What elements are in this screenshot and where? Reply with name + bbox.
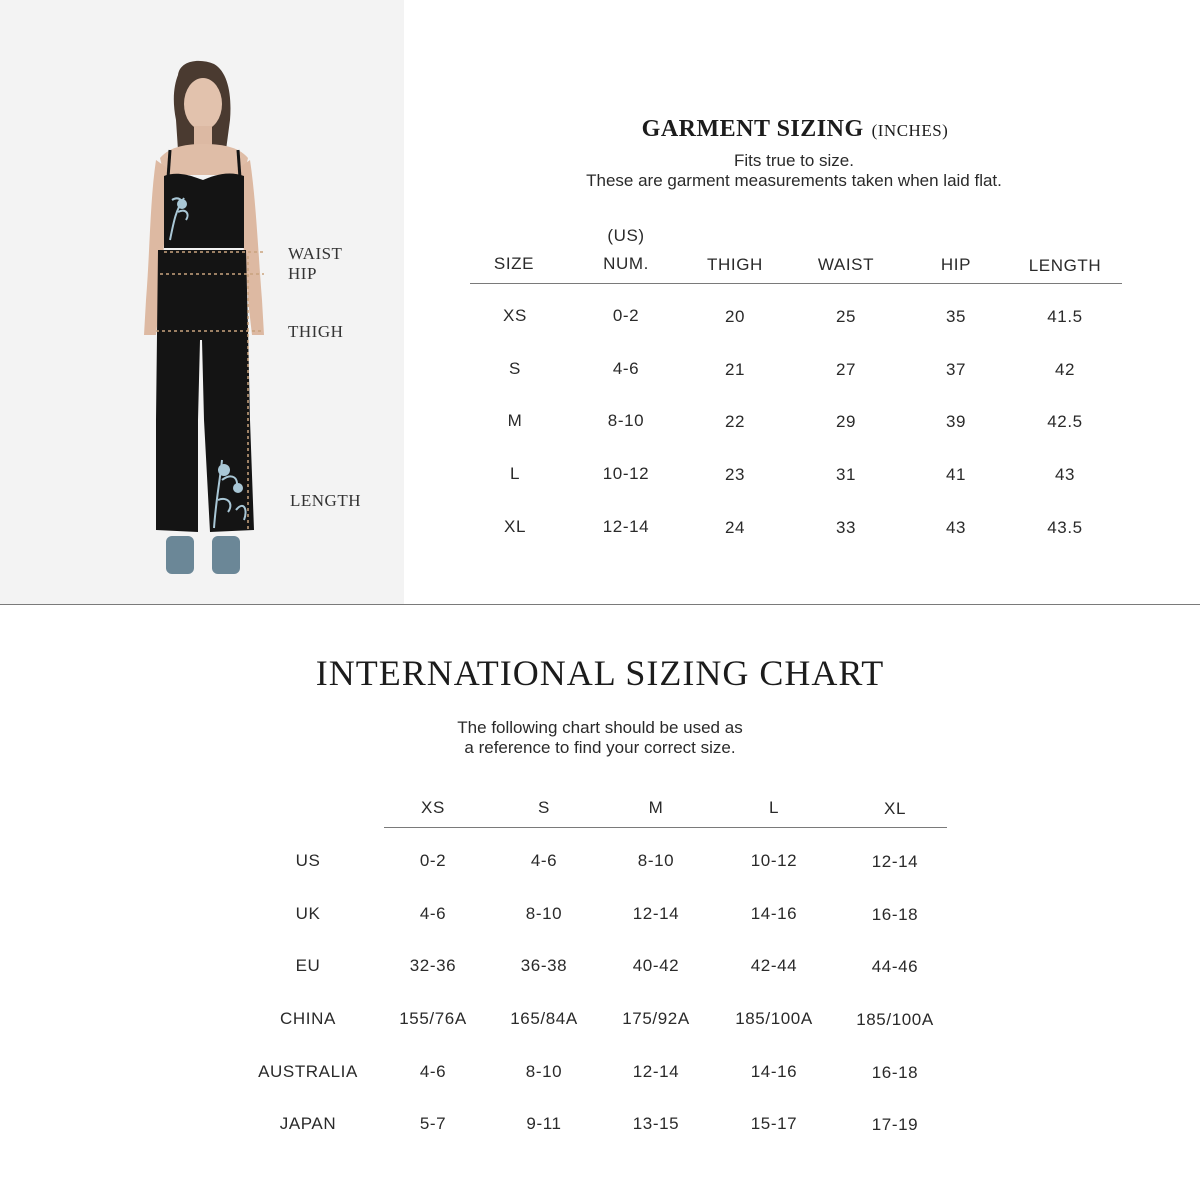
garment-cell-num: 10-12 bbox=[602, 464, 650, 483]
garment-cell-thigh: 20 bbox=[724, 307, 746, 326]
header-num-us: (US) bbox=[607, 226, 645, 245]
garment-cell-waist: 33 bbox=[835, 518, 857, 537]
garment-cell-size: XL bbox=[504, 517, 526, 536]
intl-header-m: M bbox=[648, 798, 664, 817]
garment-cell-waist: 29 bbox=[835, 412, 857, 431]
garment-cell-hip: 37 bbox=[945, 360, 967, 379]
intl-header-xl: XL bbox=[884, 799, 906, 818]
intl-cell: 16-18 bbox=[871, 1063, 919, 1082]
header-num: NUM. bbox=[603, 254, 649, 273]
garment-cell-waist: 25 bbox=[835, 307, 857, 326]
intl-cell: 42-44 bbox=[750, 956, 798, 975]
intl-cell: 4-6 bbox=[419, 904, 447, 923]
garment-cell-thigh: 21 bbox=[724, 360, 746, 379]
garment-sizing-title bbox=[600, 116, 990, 143]
intl-cell: 36-38 bbox=[520, 956, 568, 975]
intl-cell: 8-10 bbox=[637, 851, 675, 870]
intl-cell: 12-14 bbox=[871, 852, 919, 871]
header-waist: WAIST bbox=[817, 255, 875, 274]
garment-sizing-unit: (INCHES) bbox=[871, 121, 949, 140]
intl-row-label: JAPAN bbox=[279, 1114, 337, 1133]
garment-cell-num: 4-6 bbox=[612, 359, 640, 378]
intl-cell: 155/76A bbox=[399, 1009, 467, 1028]
intl-cell: 4-6 bbox=[419, 1062, 447, 1081]
intl-cell: 44-46 bbox=[871, 957, 919, 976]
waist-measure-label: WAIST bbox=[288, 244, 343, 263]
thigh-measure-label: THIGH bbox=[288, 322, 344, 341]
garment-cell-hip: 43 bbox=[945, 518, 967, 537]
garment-cell-size: S bbox=[509, 359, 521, 378]
intl-cell: 0-2 bbox=[419, 851, 447, 870]
international-sizing-title: INTERNATIONAL SIZING CHART bbox=[315, 653, 885, 693]
intl-cell: 14-16 bbox=[750, 904, 798, 923]
intl-header-rule bbox=[384, 827, 947, 828]
garment-header-rule bbox=[470, 283, 1122, 284]
section-divider bbox=[0, 604, 1200, 605]
garment-sizing-heading: GARMENT SIZING bbox=[641, 116, 864, 142]
hip-measure-label: HIP bbox=[288, 264, 317, 283]
intl-cell: 32-36 bbox=[409, 956, 457, 975]
garment-cell-thigh: 24 bbox=[724, 518, 746, 537]
garment-cell-length: 41.5 bbox=[1047, 307, 1083, 326]
intl-cell: 8-10 bbox=[525, 1062, 563, 1081]
intl-row-label: US bbox=[295, 851, 321, 870]
intl-cell: 185/100A bbox=[735, 1009, 813, 1028]
international-subtitle-line2: a reference to find your correct size. bbox=[464, 738, 736, 757]
garment-cell-num: 0-2 bbox=[612, 306, 640, 325]
garment-cell-size: M bbox=[507, 411, 523, 430]
garment-cell-size: XS bbox=[503, 306, 527, 325]
intl-row-label: AUSTRALIA bbox=[258, 1062, 358, 1081]
intl-cell: 17-19 bbox=[871, 1115, 919, 1134]
garment-cell-waist: 31 bbox=[835, 465, 857, 484]
intl-header-l: L bbox=[768, 798, 780, 817]
garment-cell-length: 43.5 bbox=[1047, 518, 1083, 537]
garment-cell-num: 8-10 bbox=[607, 411, 645, 430]
intl-cell: 12-14 bbox=[632, 904, 680, 923]
intl-header-s: S bbox=[538, 798, 550, 817]
garment-cell-hip: 35 bbox=[945, 307, 967, 326]
intl-row-label: EU bbox=[295, 956, 321, 975]
intl-cell: 16-18 bbox=[871, 905, 919, 924]
intl-header-xs: XS bbox=[421, 798, 445, 817]
header-thigh: THIGH bbox=[707, 255, 763, 274]
intl-cell: 10-12 bbox=[750, 851, 798, 870]
intl-cell: 4-6 bbox=[530, 851, 558, 870]
garment-cell-length: 42.5 bbox=[1047, 412, 1083, 431]
intl-cell: 15-17 bbox=[750, 1114, 798, 1133]
intl-cell: 185/100A bbox=[856, 1010, 934, 1029]
garment-subtitle-line1: Fits true to size. bbox=[734, 151, 854, 170]
intl-cell: 165/84A bbox=[510, 1009, 578, 1028]
intl-cell: 175/92A bbox=[622, 1009, 690, 1028]
intl-cell: 5-7 bbox=[419, 1114, 447, 1133]
intl-row-label: CHINA bbox=[280, 1009, 336, 1028]
garment-cell-thigh: 22 bbox=[724, 412, 746, 431]
intl-cell: 40-42 bbox=[632, 956, 680, 975]
garment-cell-waist: 27 bbox=[835, 360, 857, 379]
intl-row-label: UK bbox=[295, 904, 321, 923]
garment-cell-hip: 41 bbox=[945, 465, 967, 484]
garment-cell-num: 12-14 bbox=[602, 517, 650, 536]
model-photo-panel bbox=[0, 0, 404, 604]
garment-cell-hip: 39 bbox=[945, 412, 967, 431]
header-hip: HIP bbox=[940, 255, 972, 274]
garment-cell-thigh: 23 bbox=[724, 465, 746, 484]
model-figure-illustration bbox=[0, 0, 404, 604]
header-length: LENGTH bbox=[1028, 256, 1102, 275]
intl-cell: 14-16 bbox=[750, 1062, 798, 1081]
length-measure-label: LENGTH bbox=[290, 491, 361, 510]
garment-cell-length: 42 bbox=[1054, 360, 1076, 379]
garment-cell-size: L bbox=[509, 464, 521, 483]
intl-cell: 12-14 bbox=[632, 1062, 680, 1081]
intl-cell: 8-10 bbox=[525, 904, 563, 923]
garment-cell-length: 43 bbox=[1054, 465, 1076, 484]
header-size: SIZE bbox=[493, 254, 535, 273]
intl-cell: 13-15 bbox=[632, 1114, 680, 1133]
international-subtitle-line1: The following chart should be used as bbox=[457, 718, 743, 737]
garment-subtitle-line2: These are garment measurements taken when laid flat. bbox=[586, 171, 1002, 190]
intl-cell: 9-11 bbox=[526, 1114, 562, 1133]
